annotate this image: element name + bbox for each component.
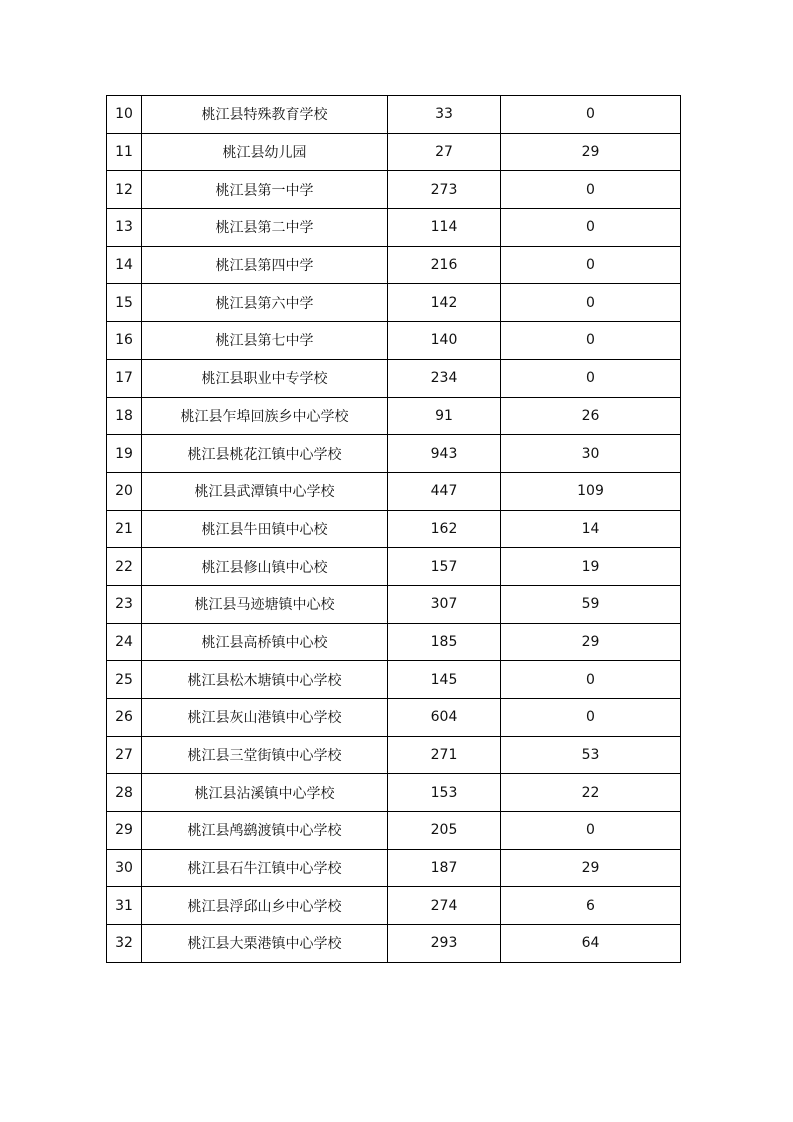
row-number-cell: 25 xyxy=(107,661,142,699)
table-row xyxy=(107,510,681,548)
table-row xyxy=(107,246,681,284)
row-number-cell: 31 xyxy=(107,887,142,925)
value-b-cell: 26 xyxy=(501,397,681,435)
table-row xyxy=(107,699,681,737)
table-row xyxy=(107,849,681,887)
value-a-cell: 145 xyxy=(388,661,501,699)
value-b-cell: 0 xyxy=(501,812,681,850)
value-a-cell: 187 xyxy=(388,849,501,887)
value-a-cell: 140 xyxy=(388,322,501,360)
table-row xyxy=(107,96,681,134)
school-name-cell: 桃江县第一中学 xyxy=(142,171,388,209)
row-number-cell: 12 xyxy=(107,171,142,209)
school-name-cell: 桃江县职业中专学校 xyxy=(142,359,388,397)
value-a-cell: 447 xyxy=(388,472,501,510)
value-b-cell: 0 xyxy=(501,209,681,247)
row-number-cell: 18 xyxy=(107,397,142,435)
row-number-cell: 24 xyxy=(107,623,142,661)
value-a-cell: 273 xyxy=(388,171,501,209)
value-b-cell: 0 xyxy=(501,96,681,134)
value-b-cell: 0 xyxy=(501,284,681,322)
value-b-cell: 29 xyxy=(501,849,681,887)
value-b-cell: 19 xyxy=(501,548,681,586)
school-name-cell: 桃江县第二中学 xyxy=(142,209,388,247)
value-b-cell: 0 xyxy=(501,322,681,360)
school-name-cell: 桃江县第六中学 xyxy=(142,284,388,322)
school-name-cell: 桃江县乍埠回族乡中心学校 xyxy=(142,397,388,435)
value-a-cell: 91 xyxy=(388,397,501,435)
row-number-cell: 29 xyxy=(107,812,142,850)
row-number-cell: 10 xyxy=(107,96,142,134)
value-a-cell: 142 xyxy=(388,284,501,322)
school-name-cell: 桃江县高桥镇中心校 xyxy=(142,623,388,661)
value-b-cell: 0 xyxy=(501,359,681,397)
row-number-cell: 28 xyxy=(107,774,142,812)
value-b-cell: 0 xyxy=(501,699,681,737)
table-row xyxy=(107,359,681,397)
row-number-cell: 26 xyxy=(107,699,142,737)
school-name-cell: 桃江县特殊教育学校 xyxy=(142,96,388,134)
school-name-cell: 桃江县灰山港镇中心学校 xyxy=(142,699,388,737)
table-row xyxy=(107,661,681,699)
value-b-cell: 0 xyxy=(501,171,681,209)
value-a-cell: 205 xyxy=(388,812,501,850)
value-a-cell: 185 xyxy=(388,623,501,661)
table-row xyxy=(107,887,681,925)
value-a-cell: 216 xyxy=(388,246,501,284)
table-row xyxy=(107,548,681,586)
value-b-cell: 0 xyxy=(501,661,681,699)
value-b-cell: 14 xyxy=(501,510,681,548)
row-number-cell: 22 xyxy=(107,548,142,586)
value-b-cell: 109 xyxy=(501,472,681,510)
row-number-cell: 21 xyxy=(107,510,142,548)
value-a-cell: 33 xyxy=(388,96,501,134)
value-b-cell: 59 xyxy=(501,585,681,623)
row-number-cell: 20 xyxy=(107,472,142,510)
school-name-cell: 桃江县幼儿园 xyxy=(142,133,388,171)
school-name-cell: 桃江县修山镇中心校 xyxy=(142,548,388,586)
row-number-cell: 30 xyxy=(107,849,142,887)
table-row xyxy=(107,284,681,322)
table-row xyxy=(107,774,681,812)
value-a-cell: 162 xyxy=(388,510,501,548)
row-number-cell: 16 xyxy=(107,322,142,360)
value-a-cell: 307 xyxy=(388,585,501,623)
school-name-cell: 桃江县第七中学 xyxy=(142,322,388,360)
table-row xyxy=(107,397,681,435)
value-b-cell: 29 xyxy=(501,133,681,171)
school-name-cell: 桃江县鸬鹚渡镇中心学校 xyxy=(142,812,388,850)
school-name-cell: 桃江县马迹塘镇中心校 xyxy=(142,585,388,623)
value-b-cell: 6 xyxy=(501,887,681,925)
row-number-cell: 27 xyxy=(107,736,142,774)
row-number-cell: 13 xyxy=(107,209,142,247)
row-number-cell: 19 xyxy=(107,435,142,473)
row-number-cell: 32 xyxy=(107,925,142,963)
school-name-cell: 桃江县浮邱山乡中心学校 xyxy=(142,887,388,925)
table-row xyxy=(107,133,681,171)
value-b-cell: 30 xyxy=(501,435,681,473)
school-name-cell: 桃江县沾溪镇中心学校 xyxy=(142,774,388,812)
value-b-cell: 64 xyxy=(501,925,681,963)
value-a-cell: 157 xyxy=(388,548,501,586)
row-number-cell: 15 xyxy=(107,284,142,322)
table-row xyxy=(107,322,681,360)
table-row xyxy=(107,925,681,963)
value-b-cell: 22 xyxy=(501,774,681,812)
value-b-cell: 29 xyxy=(501,623,681,661)
value-a-cell: 153 xyxy=(388,774,501,812)
school-table xyxy=(106,95,681,963)
row-number-cell: 14 xyxy=(107,246,142,284)
school-name-cell: 桃江县松木塘镇中心学校 xyxy=(142,661,388,699)
table-row xyxy=(107,585,681,623)
table-row xyxy=(107,812,681,850)
value-a-cell: 943 xyxy=(388,435,501,473)
school-name-cell: 桃江县武潭镇中心学校 xyxy=(142,472,388,510)
table-row xyxy=(107,435,681,473)
value-a-cell: 293 xyxy=(388,925,501,963)
table-row xyxy=(107,209,681,247)
school-name-cell: 桃江县石牛江镇中心学校 xyxy=(142,849,388,887)
row-number-cell: 11 xyxy=(107,133,142,171)
school-name-cell: 桃江县大栗港镇中心学校 xyxy=(142,925,388,963)
value-a-cell: 114 xyxy=(388,209,501,247)
value-b-cell: 53 xyxy=(501,736,681,774)
value-a-cell: 274 xyxy=(388,887,501,925)
school-name-cell: 桃江县桃花江镇中心学校 xyxy=(142,435,388,473)
table-row xyxy=(107,171,681,209)
row-number-cell: 23 xyxy=(107,585,142,623)
row-number-cell: 17 xyxy=(107,359,142,397)
school-name-cell: 桃江县三堂街镇中心学校 xyxy=(142,736,388,774)
table-row xyxy=(107,472,681,510)
school-name-cell: 桃江县第四中学 xyxy=(142,246,388,284)
value-a-cell: 234 xyxy=(388,359,501,397)
school-name-cell: 桃江县牛田镇中心校 xyxy=(142,510,388,548)
value-a-cell: 271 xyxy=(388,736,501,774)
table-body xyxy=(107,96,681,963)
table-row xyxy=(107,736,681,774)
value-a-cell: 27 xyxy=(388,133,501,171)
table-row xyxy=(107,623,681,661)
value-a-cell: 604 xyxy=(388,699,501,737)
value-b-cell: 0 xyxy=(501,246,681,284)
